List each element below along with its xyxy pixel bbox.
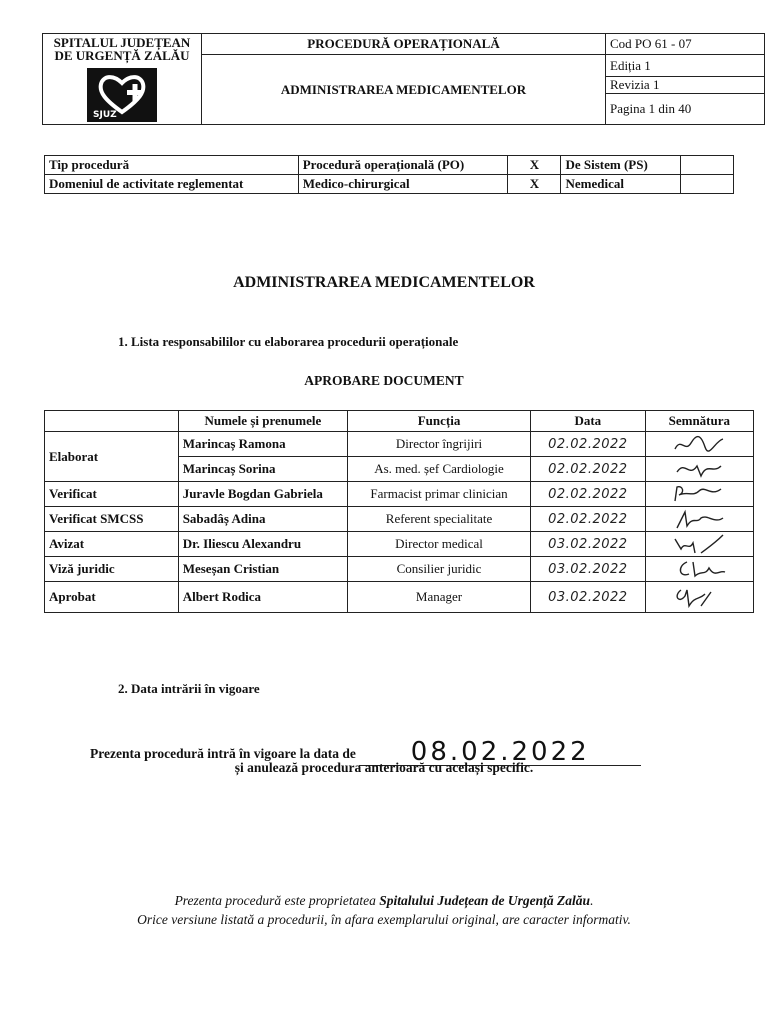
- name-cell: Marincaș Ramona: [178, 432, 347, 457]
- table-row: [45, 532, 754, 557]
- main-title: ADMINISTRAREA MEDICAMENTELOR: [233, 274, 535, 291]
- name-cell: Juravle Bogdan Gabriela: [178, 482, 347, 507]
- proc-option: Medico-chirurgical: [298, 175, 508, 194]
- table-row: [45, 582, 754, 613]
- table-row: [45, 507, 754, 532]
- signature-icon: [671, 458, 727, 480]
- signature-cell: [645, 557, 753, 582]
- role-cell: Viză juridic: [45, 557, 179, 582]
- procedure-type-title: PROCEDURĂ OPERAȚIONALĂ: [202, 34, 606, 55]
- proc-mark: [680, 156, 733, 175]
- date-cell: 02.02.2022: [531, 457, 646, 482]
- table-row: [45, 156, 734, 175]
- effective-date: 08.02.2022: [410, 737, 590, 767]
- code-cell: Cod PO 61 - 07: [606, 34, 765, 55]
- signature-cell: [645, 532, 753, 557]
- date-cell: 03.02.2022: [531, 532, 646, 557]
- column-header: Numele și prenumele: [178, 411, 347, 432]
- table-row: [45, 432, 754, 457]
- effective-text: Prezenta procedură intră în vigoare la data de: [90, 746, 356, 761]
- section-2-heading: 2. Data intrării în vigoare: [118, 681, 260, 696]
- cancel-text: și anulează procedura anterioară cu același specific.: [234, 760, 534, 775]
- column-header: Funcția: [347, 411, 530, 432]
- table-header-row: [45, 411, 754, 432]
- footer-line-1: [0, 893, 768, 909]
- signature-cell: [645, 507, 753, 532]
- role-cell: Avizat: [45, 532, 179, 557]
- table-row: [45, 557, 754, 582]
- signature-icon: [671, 433, 727, 455]
- function-cell: As. med. șef Cardiologie: [347, 457, 530, 482]
- hospital-name-line1: SPITALUL JUDEȚEAN: [53, 35, 191, 50]
- date-cell: 03.02.2022: [531, 557, 646, 582]
- column-header: Semnătura: [645, 411, 753, 432]
- name-cell: Dr. Iliescu Alexandru: [178, 532, 347, 557]
- signature-icon: [671, 533, 727, 555]
- proc-mark: [680, 175, 733, 194]
- function-cell: Farmacist primar clinician: [347, 482, 530, 507]
- proc-label: Domeniul de activitate reglementat: [45, 175, 299, 194]
- date-cell: 02.02.2022: [531, 482, 646, 507]
- name-cell: Sabadâș Adina: [178, 507, 347, 532]
- logo-text: SJUZ: [93, 110, 117, 120]
- role-cell: Verificat: [45, 482, 179, 507]
- procedure-type-table: [44, 155, 734, 194]
- approval-table: [44, 410, 754, 613]
- function-cell: Referent specialitate: [347, 507, 530, 532]
- name-cell: Albert Rodica: [178, 582, 347, 613]
- date-cell: 02.02.2022: [531, 507, 646, 532]
- footer-hospital-name: Spitalului Județean de Urgență Zalău: [379, 893, 591, 908]
- signature-icon: [671, 586, 727, 608]
- signature-cell: [645, 582, 753, 613]
- proc-option: De Sistem (PS): [561, 156, 680, 175]
- signature-icon: [671, 558, 727, 580]
- signature-cell: [645, 457, 753, 482]
- role-cell: Elaborat: [45, 432, 179, 482]
- revision-cell: Revizia 1: [606, 77, 765, 94]
- function-cell: Director îngrijiri: [347, 432, 530, 457]
- hospital-name-line2: DE URGENȚĂ ZALĂU: [54, 48, 190, 63]
- document-header-table: [42, 33, 765, 125]
- column-header: Data: [531, 411, 646, 432]
- footer-line-2: Orice versiune listată a procedurii, în afara exemplarului original, are caracter informativ.: [137, 912, 631, 927]
- column-header: [45, 411, 179, 432]
- function-cell: Manager: [347, 582, 530, 613]
- page-cell: Pagina 1 din 40: [606, 94, 765, 125]
- signature-icon: [671, 483, 727, 505]
- document-title-header: ADMINISTRAREA MEDICAMENTELOR: [202, 55, 606, 125]
- footer-text: .: [590, 893, 594, 908]
- role-cell: Aprobat: [45, 582, 179, 613]
- role-cell: Verificat SMCSS: [45, 507, 179, 532]
- approval-title: APROBARE DOCUMENT: [304, 373, 464, 388]
- footer-text: Prezenta procedură este proprietatea: [174, 893, 380, 908]
- proc-mark: X: [508, 156, 561, 175]
- name-cell: Meseșan Cristian: [178, 557, 347, 582]
- proc-option: Procedură operațională (PO): [298, 156, 508, 175]
- section-1-heading: 1. Lista responsabililor cu elaborarea procedurii operaționale: [118, 334, 459, 349]
- hospital-logo-icon: [87, 68, 157, 122]
- proc-label: Tip procedură: [45, 156, 299, 175]
- signature-cell: [645, 482, 753, 507]
- edition-cell: Ediția 1: [606, 55, 765, 77]
- proc-mark: X: [508, 175, 561, 194]
- table-row: [45, 482, 754, 507]
- signature-cell: [645, 432, 753, 457]
- date-cell: 03.02.2022: [531, 582, 646, 613]
- hospital-cell: [43, 34, 202, 125]
- function-cell: Consilier juridic: [347, 557, 530, 582]
- date-cell: 02.02.2022: [531, 432, 646, 457]
- function-cell: Director medical: [347, 532, 530, 557]
- table-row: [45, 175, 734, 194]
- name-cell: Marincaș Sorina: [178, 457, 347, 482]
- signature-icon: [671, 508, 727, 530]
- proc-option: Nemedical: [561, 175, 680, 194]
